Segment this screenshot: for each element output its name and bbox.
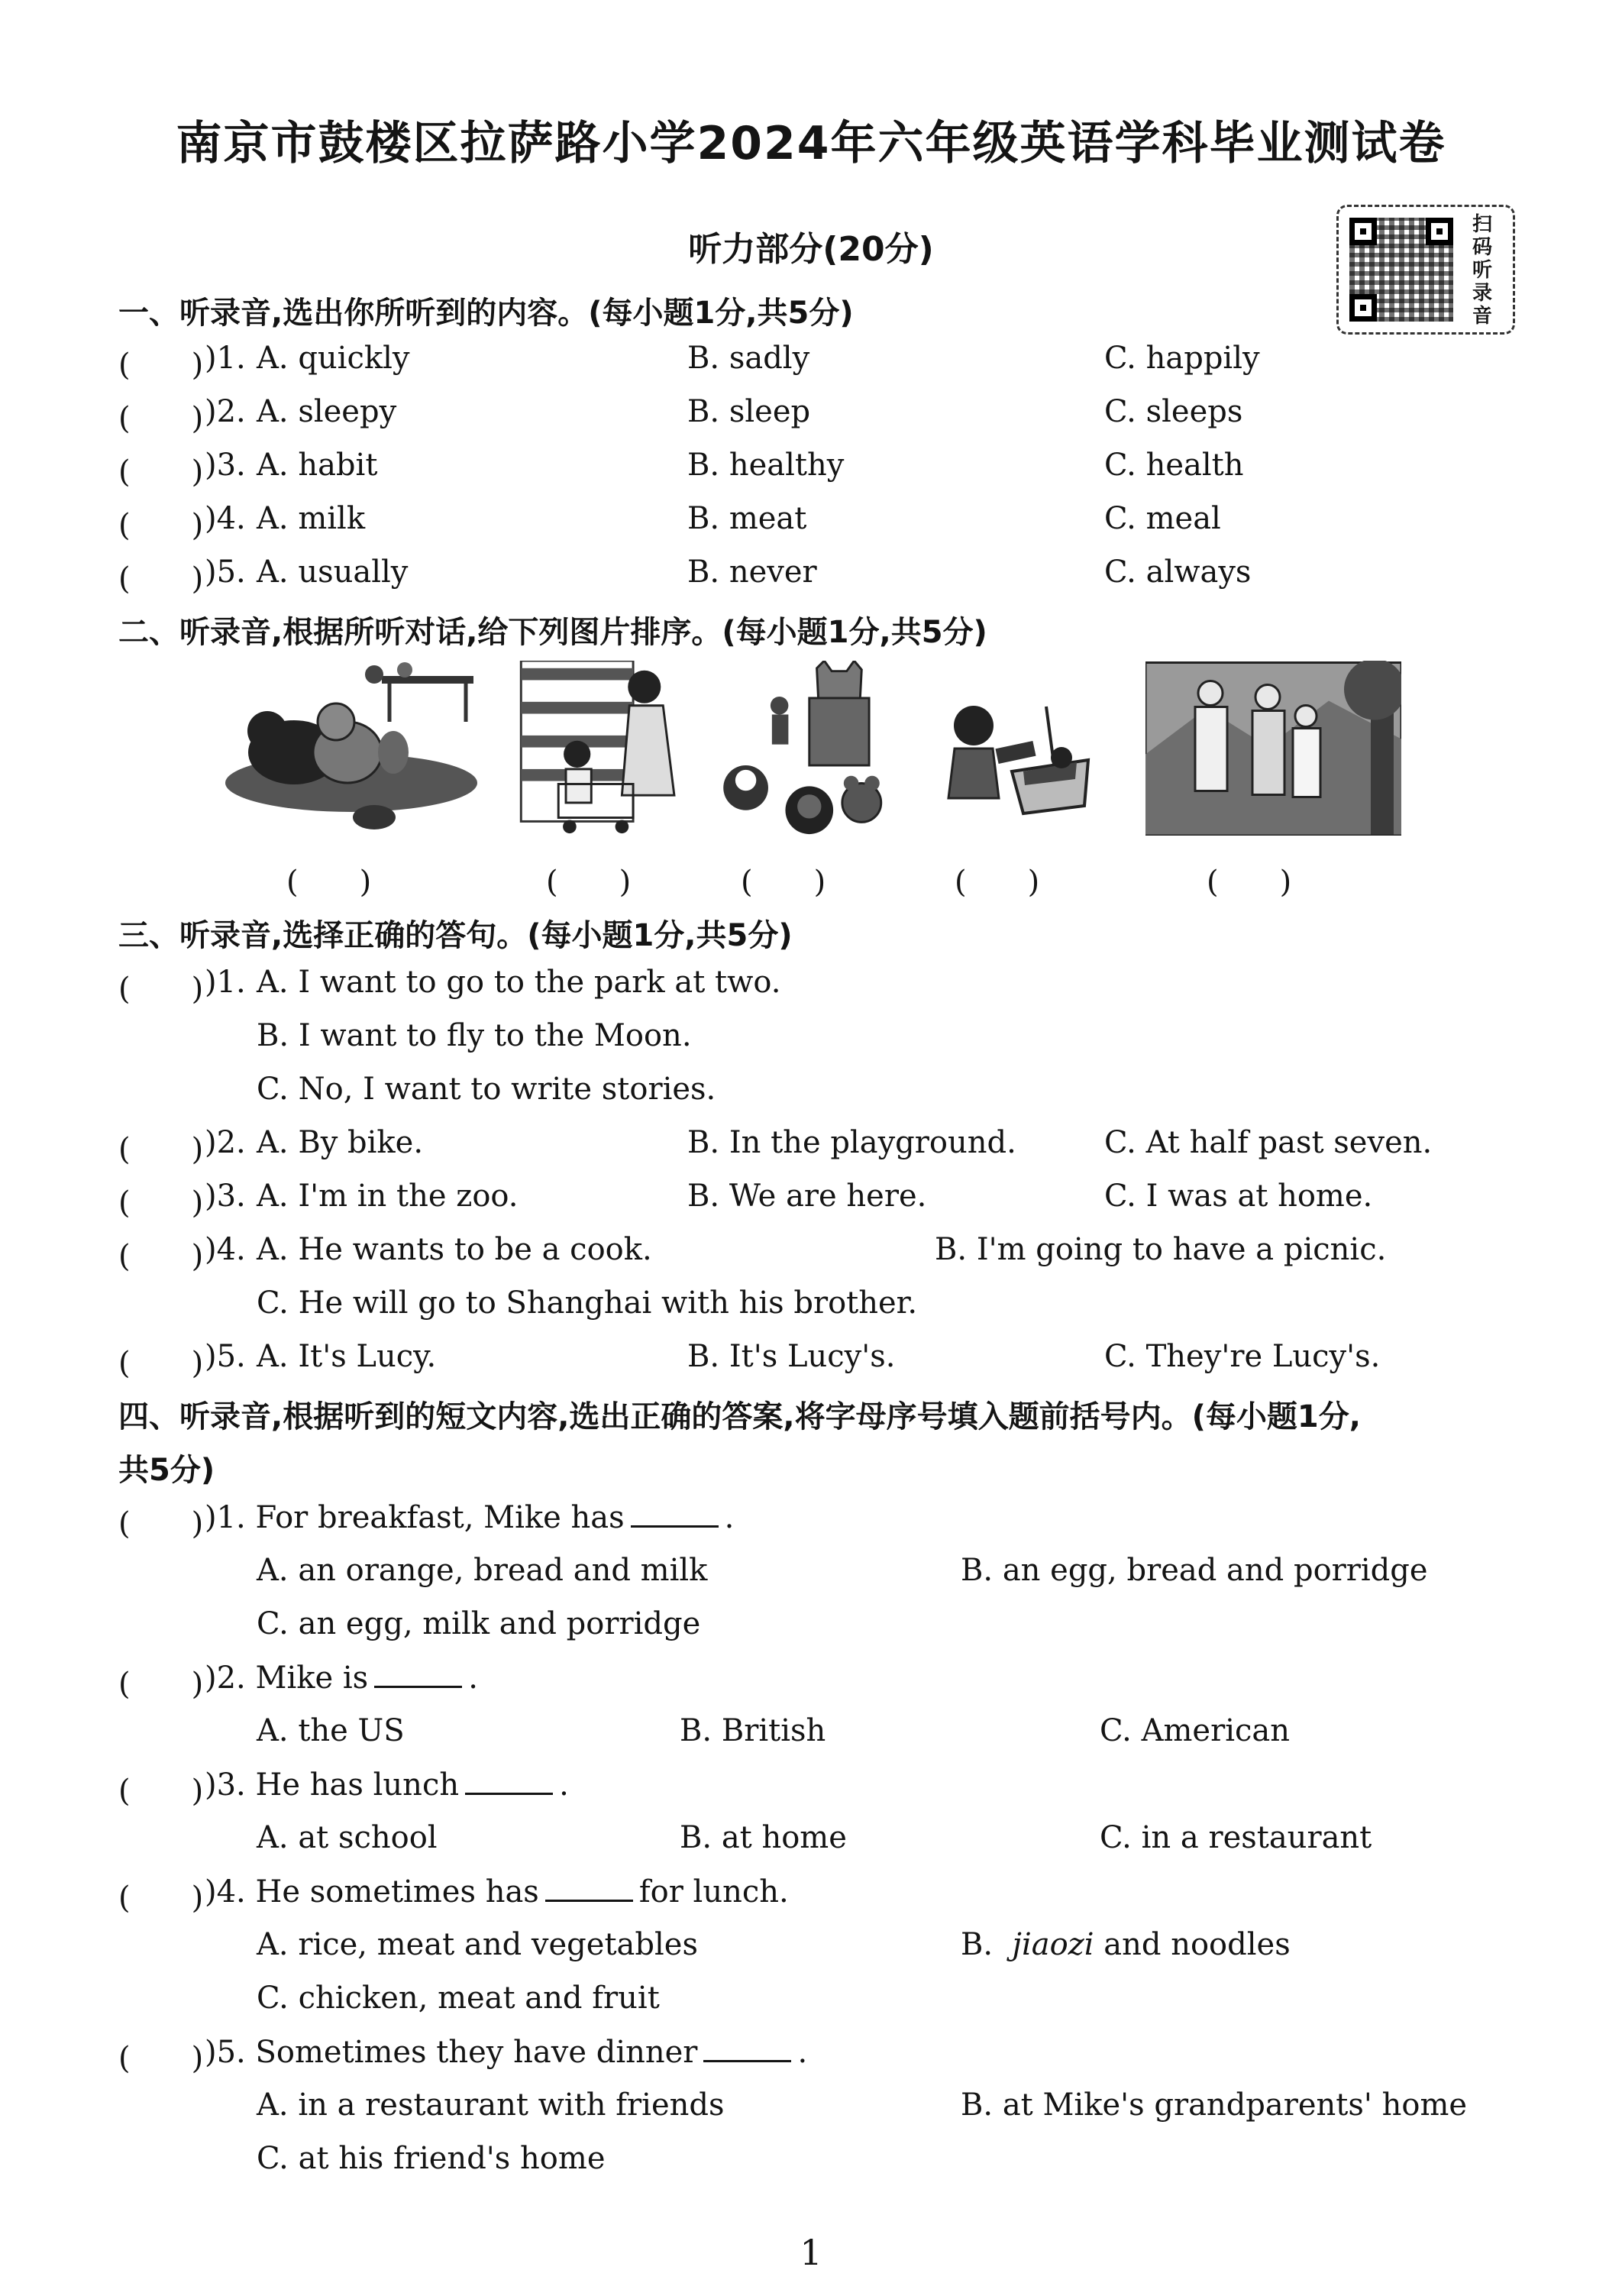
fill-blank[interactable] bbox=[545, 1874, 633, 1902]
answer-paren[interactable]: ( ) bbox=[118, 1774, 204, 1809]
hiking-picture bbox=[1145, 661, 1401, 836]
option-b: B. I want to fly to the Moon. bbox=[257, 1018, 692, 1053]
answer-paren[interactable]: ( ) bbox=[118, 1239, 204, 1274]
cats-playing-picture bbox=[221, 661, 489, 836]
question-stem bbox=[205, 1874, 789, 1910]
option-a: A. By bike. bbox=[257, 1125, 424, 1160]
option-c: C. sleeps bbox=[1104, 394, 1243, 429]
answer-paren[interactable]: ( ) bbox=[118, 561, 204, 597]
qr-label: 扫码听录音 bbox=[1472, 213, 1492, 328]
animals-party-picture bbox=[718, 661, 886, 836]
option-b: B. sleep bbox=[687, 394, 811, 429]
supermarket-picture bbox=[519, 661, 683, 836]
answer-paren[interactable]: ( ) bbox=[118, 1506, 204, 1541]
question-number: )4. bbox=[205, 1232, 246, 1267]
option-a: A. milk bbox=[257, 501, 366, 536]
option-a: A. at school bbox=[257, 1820, 438, 1855]
option-a: A. usually bbox=[257, 555, 409, 590]
section1-heading: 一、听录音,选出你所听到的内容。(每小题1分,共5分) bbox=[118, 296, 854, 331]
answer-paren[interactable]: ( ) bbox=[118, 348, 204, 383]
option-c: C. chicken, meat and fruit bbox=[257, 1981, 660, 2016]
option-b: B. British bbox=[680, 1713, 826, 1748]
question-number: )1. bbox=[205, 1500, 246, 1535]
question-stem bbox=[205, 1767, 569, 1803]
section2-heading: 二、听录音,根据所听对话,给下列图片排序。(每小题1分,共5分) bbox=[118, 615, 987, 650]
option-c: C. an egg, milk and porridge bbox=[257, 1606, 701, 1641]
question-number: )5. bbox=[205, 1339, 246, 1374]
girl-packing-picture bbox=[939, 661, 1092, 836]
exam-title: 南京市鼓楼区拉萨路小学2024年六年级英语学科毕业测试卷 bbox=[176, 117, 1446, 170]
answer-paren[interactable]: ( ) bbox=[118, 1880, 204, 1916]
question-number: )4. bbox=[205, 501, 246, 536]
question-number: )3. bbox=[205, 448, 246, 483]
question-number: )1. bbox=[205, 965, 246, 1000]
option-c: C. meal bbox=[1104, 501, 1221, 536]
option-c: C. At half past seven. bbox=[1104, 1125, 1433, 1160]
stem-end: for lunch. bbox=[638, 1874, 789, 1910]
option-a: A. It's Lucy. bbox=[257, 1339, 437, 1374]
question-stem bbox=[205, 2034, 807, 2070]
option-b: B. I'm going to have a picnic. bbox=[935, 1232, 1387, 1267]
option-c: C. No, I want to write stories. bbox=[257, 1072, 716, 1107]
answer-paren[interactable]: ( ) bbox=[118, 454, 204, 490]
answer-paren[interactable]: ( ) bbox=[118, 401, 204, 436]
stem-end: . bbox=[468, 1661, 478, 1696]
question-stem bbox=[205, 1499, 734, 1535]
answer-paren[interactable]: ( ) bbox=[118, 508, 204, 543]
question-number: )2. bbox=[205, 1125, 246, 1160]
option-b: B. an egg, bread and porridge bbox=[961, 1553, 1428, 1588]
question-number: )3. bbox=[205, 1767, 246, 1803]
option-c: C. American bbox=[1100, 1713, 1291, 1748]
option-c: C. health bbox=[1104, 448, 1244, 483]
stem-end: . bbox=[559, 1767, 569, 1803]
option-c: C. They're Lucy's. bbox=[1104, 1339, 1381, 1374]
option-b: B. never bbox=[687, 555, 817, 590]
picture-answer-paren[interactable]: ( ) bbox=[741, 865, 826, 900]
section4-heading: 四、听录音,根据听到的短文内容,选出正确的答案,将字母序号填入题前括号内。(每小题1分, bbox=[118, 1399, 1361, 1434]
answer-paren[interactable]: ( ) bbox=[118, 1132, 204, 1167]
picture-answer-paren[interactable]: ( ) bbox=[1207, 865, 1292, 900]
qr-code-icon bbox=[1349, 218, 1453, 322]
question-stem bbox=[205, 1660, 478, 1696]
fill-blank[interactable] bbox=[631, 1499, 719, 1528]
answer-paren[interactable]: ( ) bbox=[118, 2041, 204, 2076]
answer-paren[interactable]: ( ) bbox=[118, 972, 204, 1007]
listening-section-title: 听力部分(20分) bbox=[688, 230, 934, 269]
picture-answer-paren[interactable]: ( ) bbox=[286, 865, 372, 900]
question-number: )1. bbox=[205, 341, 246, 376]
question-number: )5. bbox=[205, 2035, 246, 2070]
option-a: A. He wants to be a cook. bbox=[257, 1232, 652, 1267]
option-b: B. In the playground. bbox=[687, 1125, 1016, 1160]
option-b: B. meat bbox=[687, 501, 807, 536]
stem-text: Sometimes they have dinner bbox=[255, 2035, 698, 2070]
qr-code-box[interactable] bbox=[1336, 205, 1515, 335]
option-c: C. at his friend's home bbox=[257, 2141, 606, 2176]
section4-heading-cont: 共5分) bbox=[118, 1453, 215, 1488]
question-number: )2. bbox=[205, 1661, 246, 1696]
option-b-rest: and noodles bbox=[1103, 1927, 1291, 1962]
fill-blank[interactable] bbox=[703, 2034, 791, 2062]
option-a: A. quickly bbox=[257, 341, 410, 376]
answer-paren[interactable]: ( ) bbox=[118, 1667, 204, 1702]
option-c: C. He will go to Shanghai with his brother. bbox=[257, 1285, 918, 1321]
page-number: 1 bbox=[800, 2232, 822, 2273]
answer-paren[interactable]: ( ) bbox=[118, 1346, 204, 1381]
option-a: A. the US bbox=[257, 1713, 405, 1748]
option-a: A. I want to go to the park at two. bbox=[257, 965, 781, 1000]
picture-answer-paren[interactable]: ( ) bbox=[546, 865, 632, 900]
stem-text: He sometimes has bbox=[255, 1874, 539, 1910]
option-c: C. always bbox=[1104, 555, 1252, 590]
option-a: A. sleepy bbox=[257, 394, 397, 429]
option-a: A. in a restaurant with friends bbox=[257, 2087, 725, 2123]
option-a: A. an orange, bread and milk bbox=[257, 1553, 708, 1588]
section3-heading: 三、听录音,选择正确的答句。(每小题1分,共5分) bbox=[118, 918, 793, 953]
option-c: C. happily bbox=[1104, 341, 1260, 376]
stem-end: . bbox=[724, 1500, 735, 1535]
fill-blank[interactable] bbox=[374, 1660, 462, 1688]
question-number: )2. bbox=[205, 394, 246, 429]
option-b: B. at Mike's grandparents' home bbox=[961, 2087, 1468, 2123]
option-a: A. rice, meat and vegetables bbox=[257, 1927, 698, 1962]
option-b: B. sadly bbox=[687, 341, 810, 376]
picture-answer-paren[interactable]: ( ) bbox=[955, 865, 1040, 900]
stem-text: For breakfast, Mike has bbox=[255, 1500, 625, 1535]
option-b: B. healthy bbox=[687, 448, 845, 483]
stem-text: He has lunch bbox=[255, 1767, 460, 1803]
option-a: A. habit bbox=[257, 448, 378, 483]
question-number: )4. bbox=[205, 1874, 246, 1910]
option-b-label: B. bbox=[961, 1927, 994, 1962]
option-b: B. It's Lucy's. bbox=[687, 1339, 896, 1374]
option-b: B. at home bbox=[680, 1820, 847, 1855]
option-c: C. I was at home. bbox=[1104, 1179, 1373, 1214]
fill-blank[interactable] bbox=[465, 1767, 553, 1795]
stem-end: . bbox=[797, 2035, 808, 2070]
option-c: C. in a restaurant bbox=[1100, 1820, 1372, 1855]
option-b: B. We are here. bbox=[687, 1179, 927, 1214]
option-a: A. I'm in the zoo. bbox=[257, 1179, 519, 1214]
option-b-italic: jiaozi bbox=[1012, 1927, 1094, 1962]
stem-text: Mike is bbox=[255, 1661, 369, 1696]
question-number: )3. bbox=[205, 1179, 246, 1214]
option-b bbox=[961, 1927, 1291, 1962]
answer-paren[interactable]: ( ) bbox=[118, 1185, 204, 1221]
question-number: )5. bbox=[205, 555, 246, 590]
